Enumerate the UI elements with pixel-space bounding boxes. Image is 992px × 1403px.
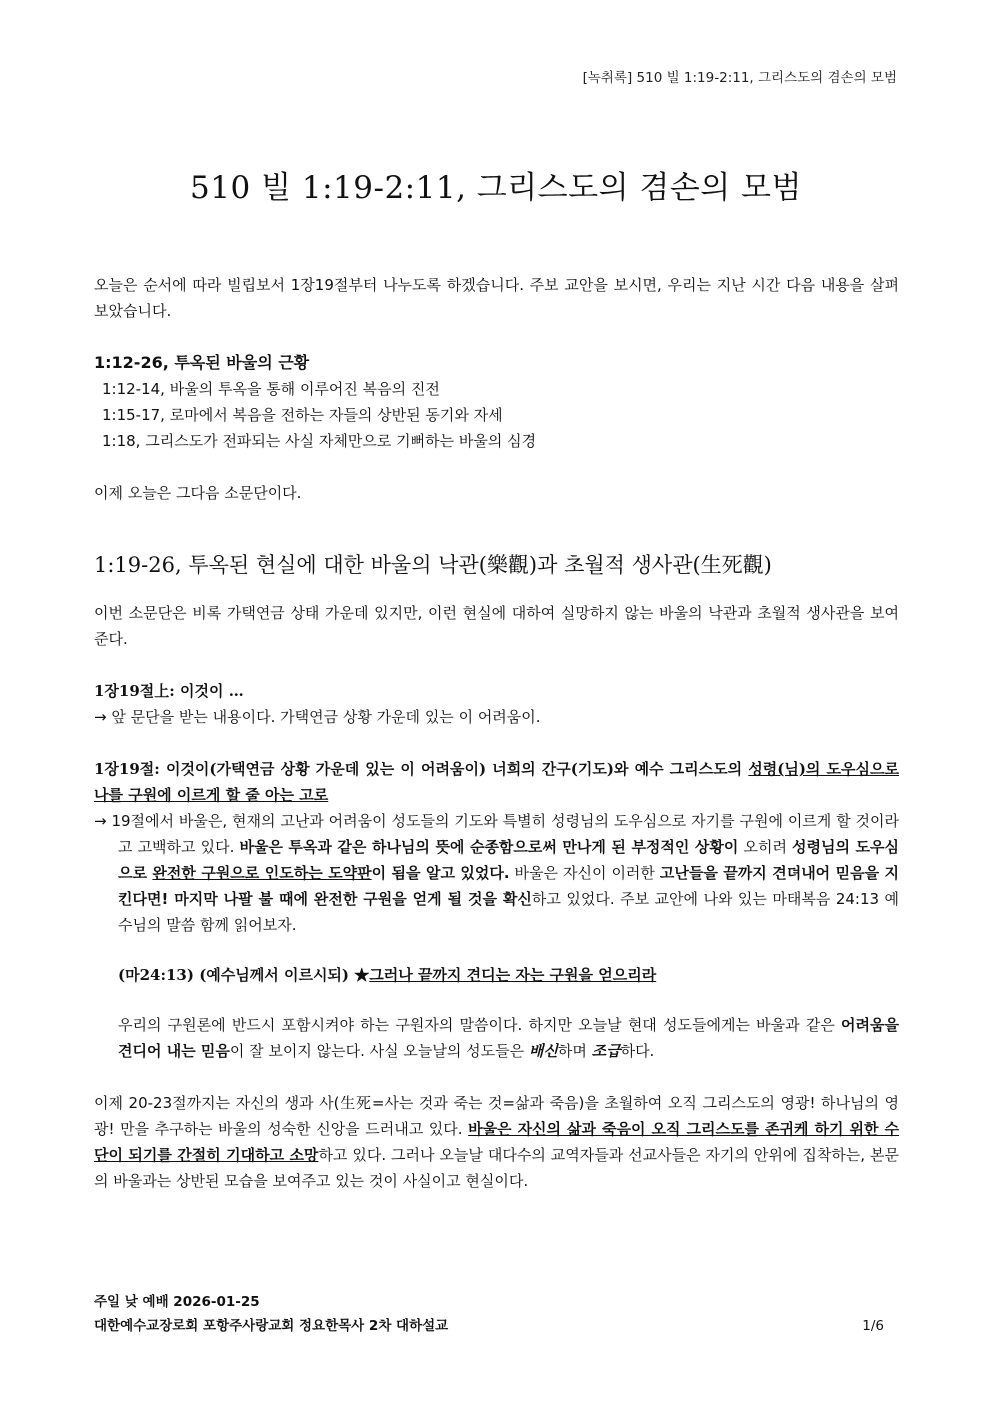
explanation-bold: 하나님의 뜻에 순종함으로써 만나게 된 부정적인 상황이 [371, 838, 739, 856]
verse-note-text: 앞 문단을 받는 내용이다. 가택연금 상황 가운데 있는 이 어려움이. [111, 708, 541, 726]
scripture-quote [94, 962, 899, 988]
verse-text-part: 예수 그리스도의 [634, 760, 749, 778]
verse-explanation [94, 808, 899, 938]
review-item: 1:18, 그리스도가 전파되는 사실 자체만으로 기뻐하는 바울의 심경 [102, 432, 537, 450]
explanation-text: 하고 있었다. 주보 교안에 나와 있는 마태복음 24:13 예수님의 말씀 함께 읽어보자. [118, 890, 900, 934]
church-info: 대한예수교장로회 포항주사랑교회 정요한목사 2차 대하설교 [94, 1318, 449, 1334]
review-item: 1:15-17, 로마에서 복음을 전하는 자들의 상반된 동기와 자세 [102, 406, 503, 424]
review-item: 1:12-14, 바울의 투옥을 통해 이루어진 복음의 진전 [102, 380, 440, 398]
page-title: 510 빌 1:19-2:11, 그리스도의 겸손의 모범 [190, 170, 802, 206]
closing-text: 이제 20-23절까지는 자신의 생과 사(生死=사는 것과 죽는 것=삶과 죽음)을 초월하여 오직 그리스도의 영광! 하나님의 영광! 만을 추구하는 바울의 성숙한 신앙을 드러내고 있다. [94, 1094, 899, 1138]
verse-note [94, 704, 899, 730]
explanation-text: 19절에서 바울은, 현재의 고난과 어려움이 성도들의 기도와 특별히 성령님의 도우심으로 자기를 구원에 이르게 할 것이라고 고백하고 있다. [111, 812, 899, 856]
explanation-text: 오히려 [738, 838, 793, 856]
explanation-bold: 바울은 투옥과 같은 [239, 838, 372, 856]
explanation-bold: 이 됨을 알고 있었다. [371, 864, 510, 882]
page-number: 1/6 [862, 1318, 884, 1334]
commentary-text: 이 잘 보이지 않는다. 사실 오늘날의 성도들은 [229, 1042, 529, 1060]
verse-label: 1장19절上: 이것이 … [94, 682, 244, 700]
service-date: 주일 낮 예배 2026-01-25 [94, 1294, 260, 1310]
closing-text: 하고 있다. 그러나 오늘날 대다수의 교역자들과 선교사들은 자기의 안위에 집착하는, 본문의 바울과는 상반된 모습을 보여주고 있는 것이 사실이고 현실이다. [94, 1146, 899, 1190]
review-heading: 1:12-26, 투옥된 바울의 근황 [94, 353, 310, 372]
transition-paragraph: 이제 오늘은 그다음 소문단이다. [94, 484, 302, 502]
section-summary: 이번 소문단은 비록 가택연금 상태 가운데 있지만, 이런 현실에 대하여 실망하지 않는 바울의 낙관과 초월적 생사관을 보여준다. [94, 604, 899, 648]
page-footer [94, 1290, 884, 1338]
closing-underlined: 바울은 자신의 삶과 죽음이 오직 그리스도를 존귀케 하기 위한 수단이 되기를 간절히 기대하고 소망 [94, 1120, 899, 1164]
verse-text [94, 756, 899, 808]
explanation-bold: 성령님의 도우심으로 [118, 838, 899, 882]
explanation-text: 바울은 자신이 이러한 [509, 864, 660, 882]
quote-reference: (마24:13) (예수님께서 이르시되) ★ [118, 966, 370, 984]
closing-paragraph [94, 1090, 899, 1194]
commentary-paragraph [94, 1012, 899, 1064]
arrow-icon: → [94, 708, 107, 726]
commentary-bold: 어려움을 견디어 내는 믿음 [118, 1016, 899, 1060]
explanation-underlined: 완전한 구원으로 인도하는 도약판 [152, 864, 372, 882]
verse-text-underlined: 성령(님)의 도우심으로 나를 구원에 이르게 할 줄 아는 고로 [94, 760, 899, 804]
commentary-text: 하며 [557, 1042, 592, 1060]
arrow-icon: → [94, 812, 107, 830]
commentary-text: 우리의 구원론에 반드시 포함시켜야 하는 구원자의 말씀이다. 하지만 오늘날 현대 성도들에게는 바울과 같은 [118, 1016, 842, 1034]
commentary-emphasis: 조급 [591, 1042, 621, 1060]
commentary-text: 하다. [620, 1042, 655, 1060]
running-header: [녹취록] 510 빌 1:19-2:11, 그리스도의 겸손의 모범 [582, 70, 897, 86]
document-body [94, 272, 899, 1194]
intro-paragraph: 오늘은 순서에 따라 빌립보서 1장19절부터 나누도록 하겠습니다. 주보 교안을 보시면, 우리는 지난 시간 다음 내용을 살펴보았습니다. [94, 276, 899, 320]
commentary-emphasis: 배신 [528, 1042, 558, 1060]
section-heading: 1:19-26, 투옥된 현실에 대한 바울의 낙관(樂觀)과 초월적 생사관(生死觀) [94, 553, 772, 577]
explanation-bold: 고난들을 끝까지 견뎌내어 믿음을 지킨다면! 마지막 나팔 불 때에 완전한 구원을 얻게 될 것을 확신 [118, 864, 900, 908]
verse-text-part: 1장19절: 이것이(가택연금 상황 가운데 있는 이 어려움이) 너희의 간구(기도)와 [94, 760, 635, 778]
quote-text: 그러나 끝까지 견디는 자는 구원을 얻으리라 [369, 966, 657, 984]
